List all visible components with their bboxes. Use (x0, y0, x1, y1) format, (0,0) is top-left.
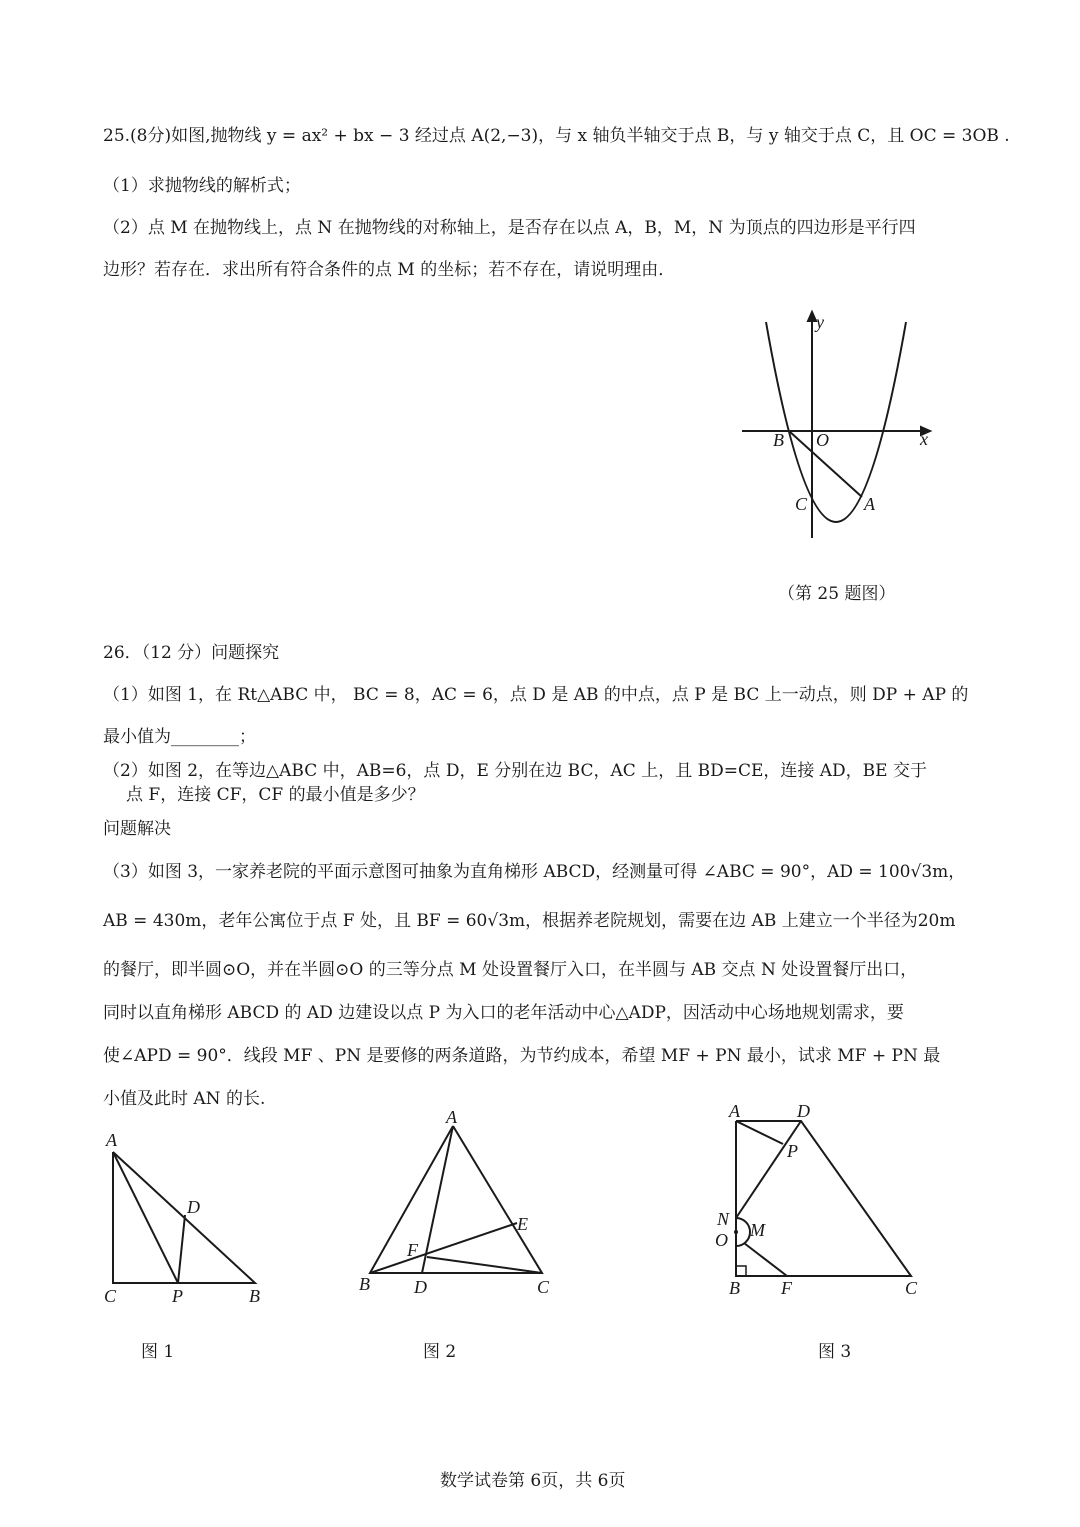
label-C: C (795, 494, 808, 514)
fig3-label-N: N (717, 1209, 730, 1229)
fig1-label-B: B (249, 1286, 260, 1306)
fig3-label-M: M (750, 1220, 765, 1240)
label-O: O (816, 430, 829, 450)
fig1-label-D: D (187, 1197, 200, 1217)
figure-3 (715, 1101, 918, 1298)
label-y: y (816, 312, 824, 332)
figure-1-caption: 图 1 (141, 1342, 175, 1362)
q26-part3-line3: 的餐厅，即半圆⊙O，并在半圆⊙O 的三等分点 M 处设置餐厅入口，在半圆与 AB 交点 N 处设置餐厅出口， (103, 960, 918, 980)
fig2-label-E: E (517, 1214, 528, 1234)
fig1-label-P: P (172, 1286, 183, 1306)
page-footer: 数学试卷第 6页，共 6页 (440, 1471, 626, 1491)
fig3-label-P: P (787, 1141, 798, 1161)
q26-part3-line2: AB = 430m，老年公寓位于点 F 处，且 BF = 60√3m，根据养老院规划，需要在边 AB 上建立一个半径为20m (103, 911, 956, 931)
q26-part3-line1: （3）如图 3，一家养老院的平面示意图可抽象为直角梯形 ABCD，经测量可得 ∠ABC = 90°，AD = 100√3m， (103, 862, 966, 882)
figure-3-caption: 图 3 (818, 1342, 852, 1362)
fig2-label-B: B (359, 1274, 370, 1294)
fig1-label-C: C (104, 1286, 117, 1306)
q26-part2-line1: （2）如图 2，在等边△ABC 中，AB=6，点 D，E 分别在边 BC，AC 上，且 BD=CE，连接 AD，BE 交于 (103, 761, 927, 781)
figure-2 (359, 1107, 550, 1297)
fig2-label-A: A (446, 1107, 457, 1127)
fig3-label-B: B (729, 1278, 740, 1298)
q25-part1: （1）求抛物线的解析式； (103, 176, 301, 196)
q26-part2-line2: 点 F，连接 CF，CF 的最小值是多少？ (126, 785, 425, 805)
figure-25-parabola (742, 312, 930, 538)
fig2-label-D: D (414, 1277, 427, 1297)
figure-2-caption: 图 2 (423, 1342, 457, 1362)
parabola-curve (766, 322, 906, 522)
label-B: B (773, 430, 784, 450)
label-A: A (864, 494, 875, 514)
q26-part3-line6: 小值及此时 AN 的长. (103, 1089, 266, 1109)
fig2-label-C: C (537, 1277, 550, 1297)
y-axis-arrow-icon (808, 312, 816, 321)
q26-part1-line1: （1）如图 1，在 Rt△ABC 中， BC = 8，AC = 6，点 D 是 AB 的中点，点 P 是 BC 上一动点，则 DP + AP 的 (103, 685, 969, 705)
fig3-label-F: F (781, 1278, 792, 1298)
fig3-label-O: O (715, 1230, 728, 1250)
q26-subheading: 问题解决 (103, 819, 171, 839)
q26-part3-line5: 使∠APD = 90°．线段 MF 、PN 是要修的两条道路，为节约成本，希望 MF + PN 最小，试求 MF + PN 最 (103, 1046, 941, 1066)
q26-part1-line2: 最小值为________； (103, 727, 256, 747)
fig2-label-F: F (407, 1240, 418, 1260)
fig3-label-A: A (729, 1101, 740, 1121)
q26-title: 26．（12 分）问题探究 (103, 643, 280, 663)
figure-1 (104, 1130, 260, 1306)
q25-part2-line1: （2）点 M 在抛物线上，点 N 在抛物线的对称轴上，是否存在以点 A，B，M，N 为顶点的四边形是平行四 (103, 218, 916, 238)
fig3-label-C: C (905, 1278, 918, 1298)
q25-statement: 25.(8分)如图,抛物线 y = ax² + bx − 3 经过点 A(2,−3)，与 x 轴负半轴交于点 B，与 y 轴交于点 C，且 OC = 3OB . (103, 126, 1010, 146)
q26-part3-line4: 同时以直角梯形 ABCD 的 AD 边建设以点 P 为入口的老年活动中心△ADP，因活动中心场地规划需求，要 (103, 1003, 904, 1023)
q25-part2-line2: 边形？若存在．求出所有符合条件的点 M 的坐标；若不存在，请说明理由． (103, 260, 676, 280)
fig1-label-A: A (106, 1130, 117, 1150)
figure-25-caption: （第 25 题图） (778, 584, 896, 604)
fig3-label-D: D (797, 1101, 810, 1121)
label-x: x (920, 429, 928, 449)
